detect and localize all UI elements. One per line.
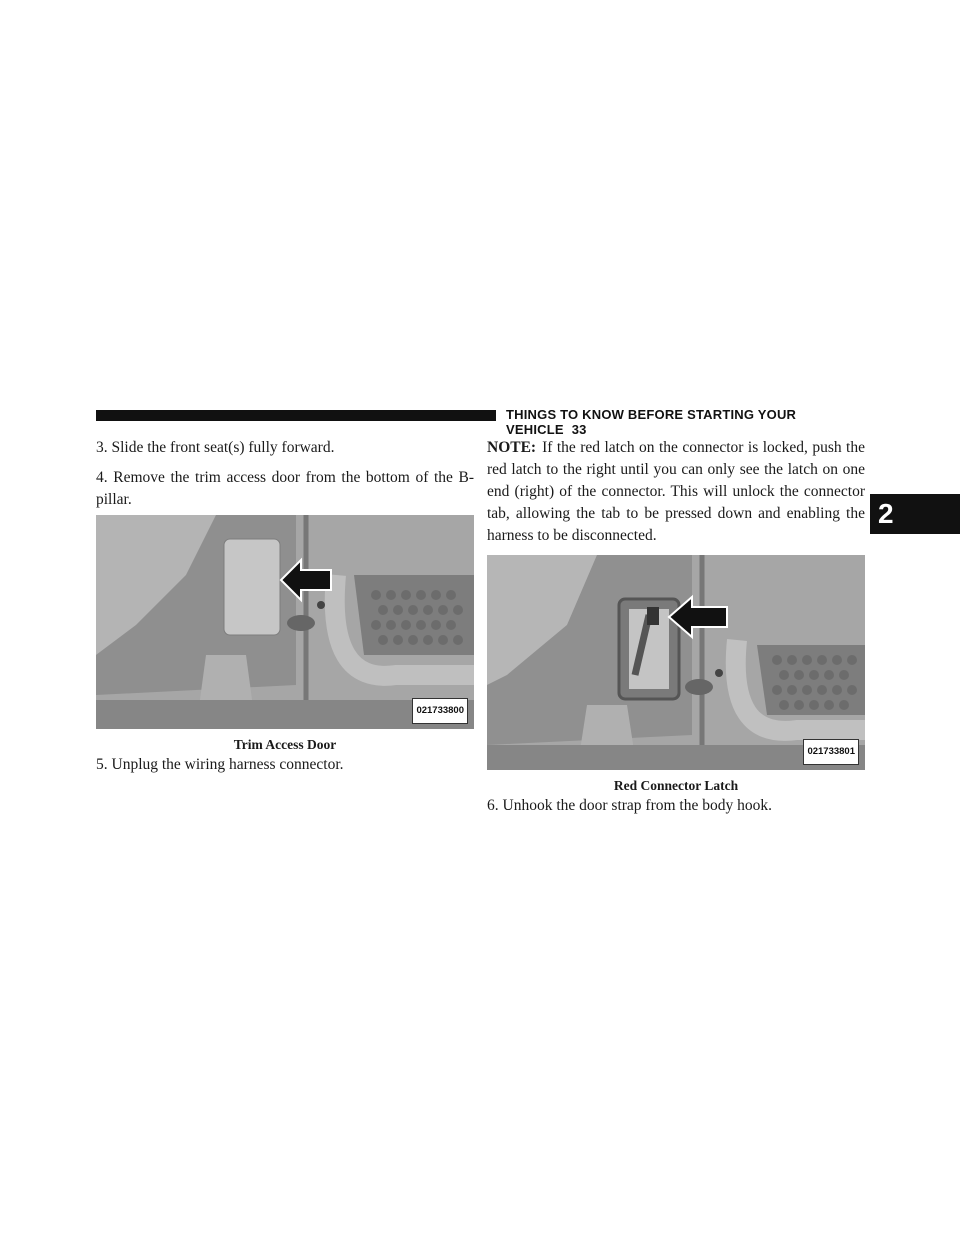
red-connector-latch-illustration [487,555,865,770]
red-connector-latch-figure [487,555,865,770]
figure-code: 021733801 [803,739,859,765]
figure-caption: Trim Access Door [233,737,337,752]
note-text: If the red latch on the connector is locked, push the red latch to the right until you can only see the latch on one end (right) of the connector. This will unlock the connector tab, allowing the tab to be pressed down and enabling the harness to be disconnected. [487,439,865,544]
right-column [487,437,865,817]
step-4-text: 4. Remove the trim access door from the bottom of the B-pillar. [96,469,474,508]
figure-code: 021733800 [412,698,468,724]
figure-caption: Red Connector Latch [613,778,739,793]
note-label: NOTE: [487,439,537,456]
chapter-tab: 2 [870,494,960,534]
header-rule [96,410,496,421]
running-header [506,407,866,437]
note-paragraph [487,437,865,547]
trim-access-door-figure [96,515,474,729]
step-5-text: 5. Unplug the wiring harness connector. [96,756,344,773]
section-title: THINGS TO KNOW BEFORE STARTING YOUR VEHICLE [506,407,797,437]
page-number: 33 [571,422,587,437]
step-6-text: 6. Unhook the door strap from the body hook. [487,797,772,814]
left-column [96,437,474,776]
trim-access-door-illustration [96,515,474,729]
step-3-text: 3. Slide the front seat(s) fully forward. [96,439,335,456]
